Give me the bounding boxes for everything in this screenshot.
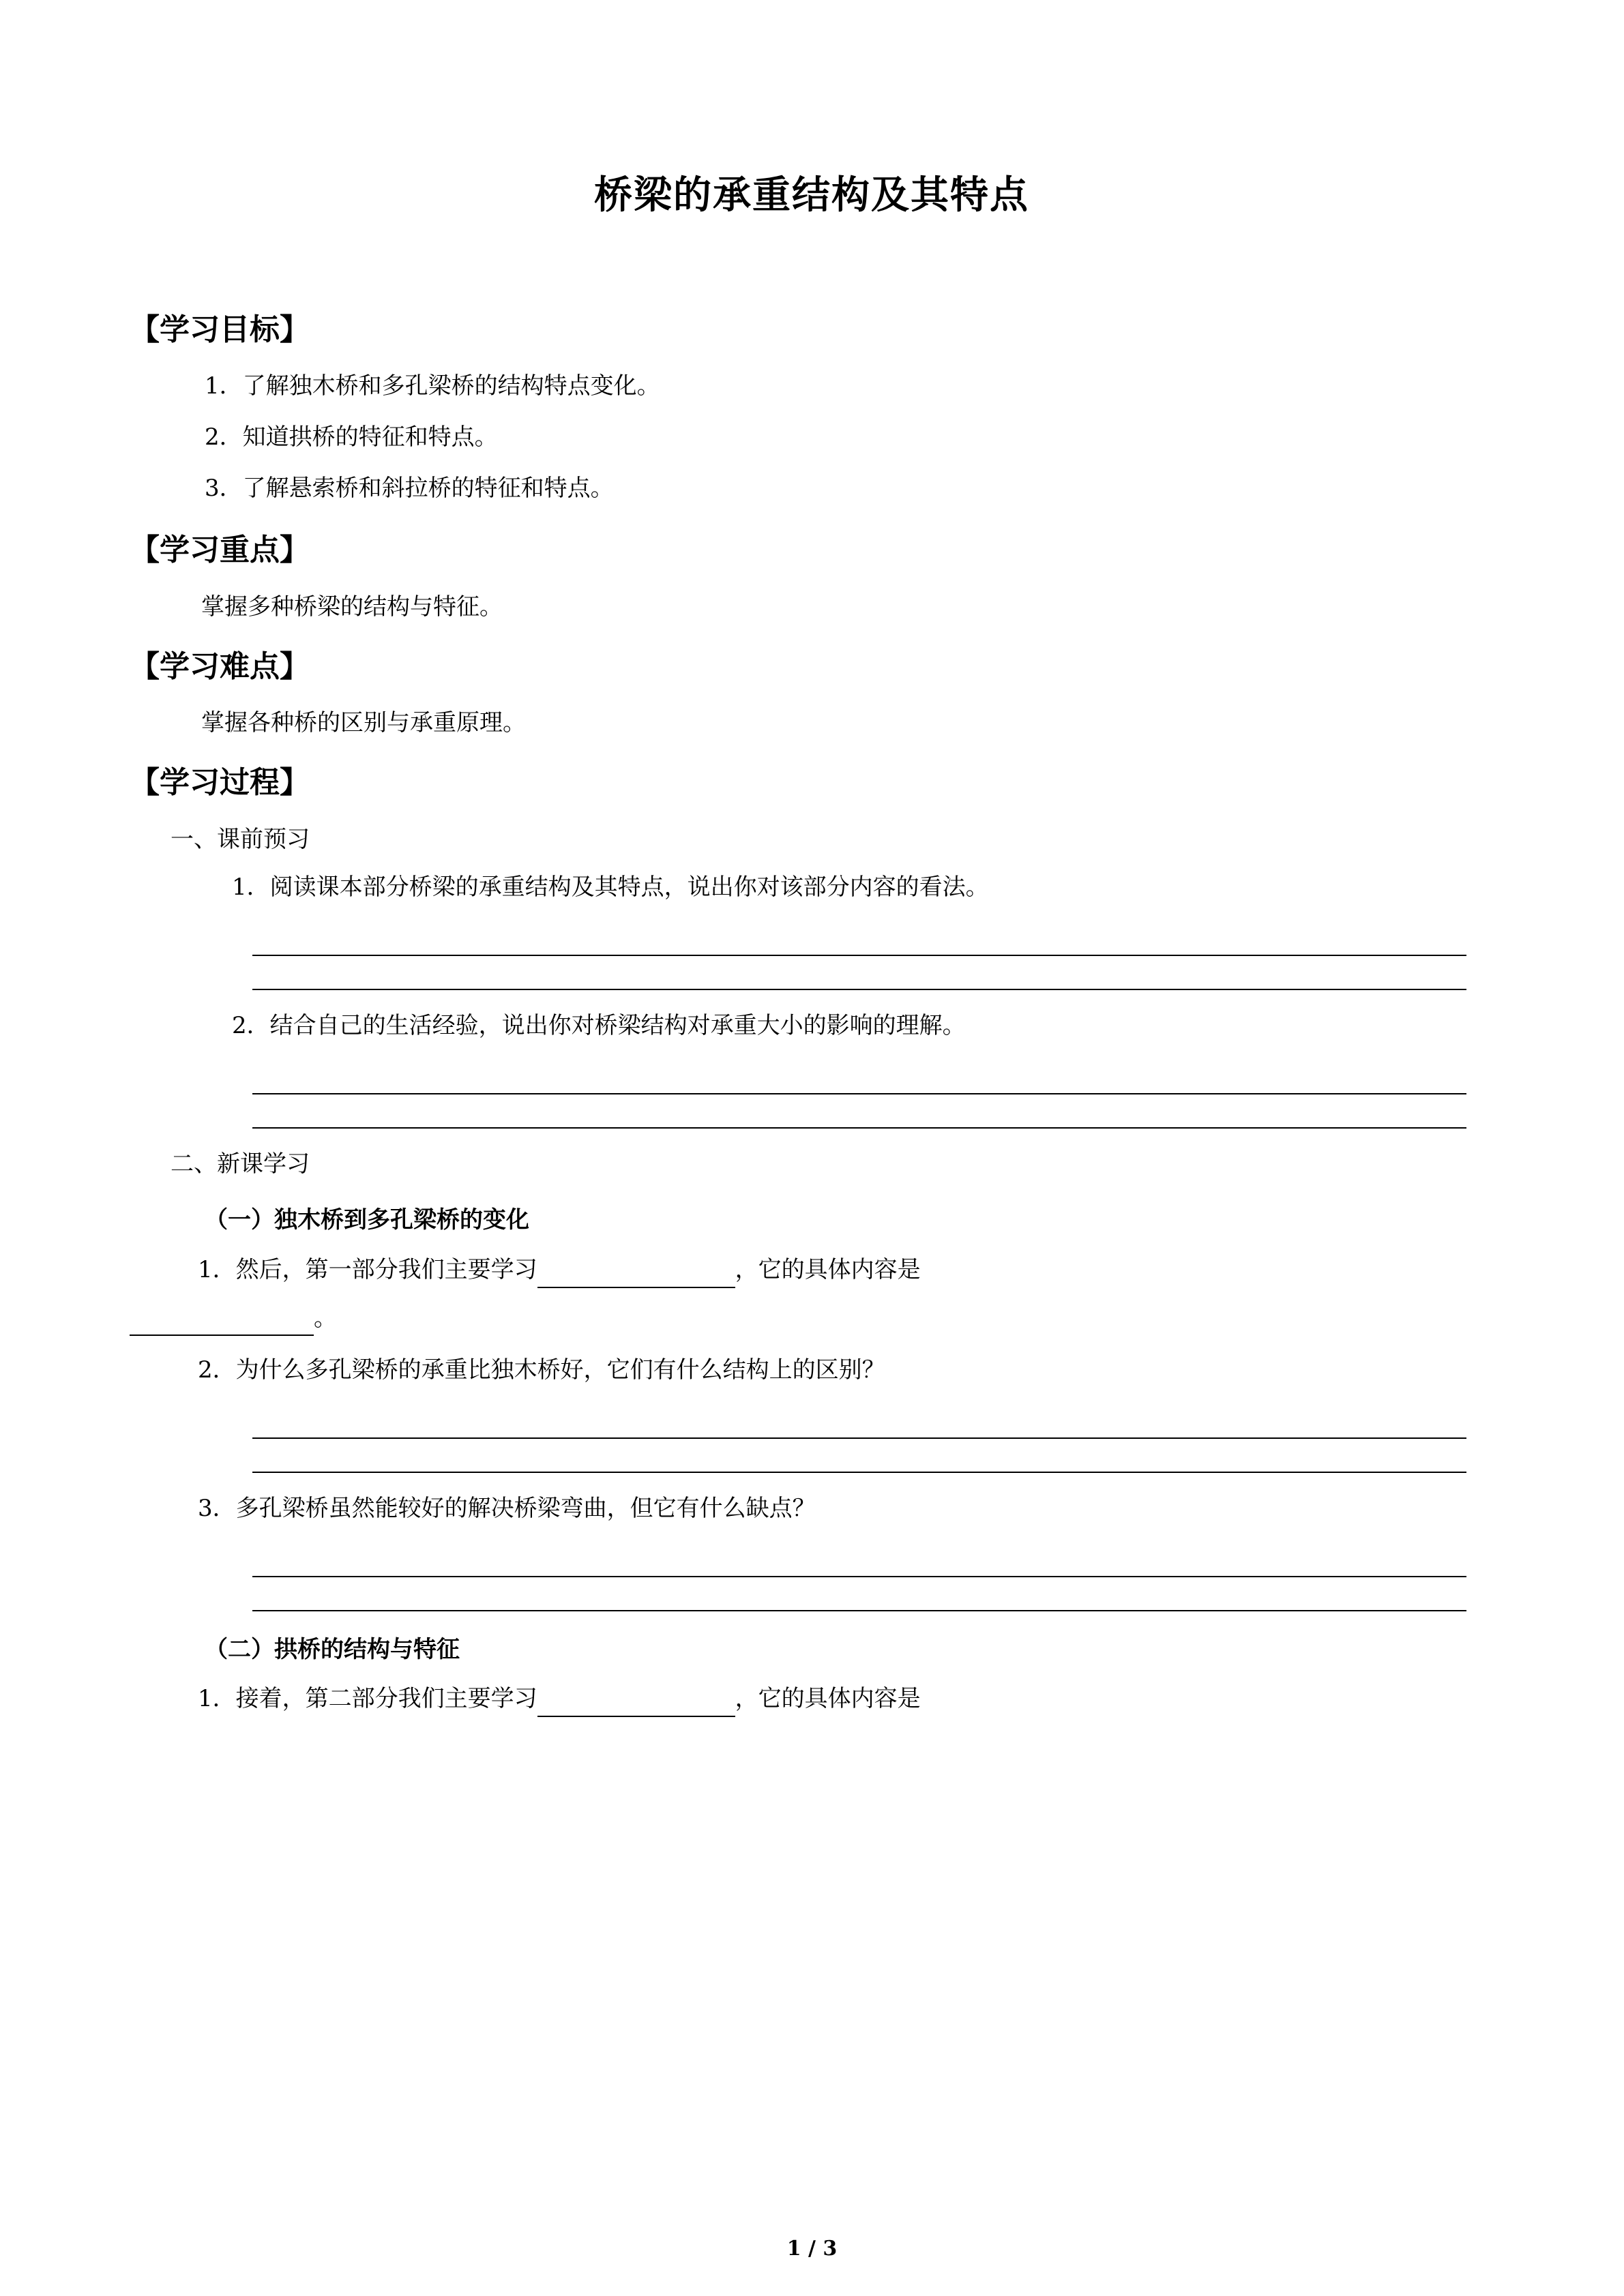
beam-bridge-question-1-continuation xyxy=(130,1300,1494,1337)
subsection-heading-preview: 一、课前预习 xyxy=(171,825,310,853)
beam-bridge-question-1-period: 。 xyxy=(314,1304,337,1332)
difficulty-text: 掌握各种桥的区别与承重原理。 xyxy=(201,709,526,737)
answer-blank-line[interactable] xyxy=(252,1056,1466,1094)
beam-bridge-question-1 xyxy=(130,1252,1494,1288)
beam-bridge-question-3: 3．多孔梁桥虽然能较好的解决桥梁弯曲，但它有什么缺点？ xyxy=(198,1495,816,1523)
subsection-heading-arch-bridge: （二）拱桥的结构与特征 xyxy=(205,1635,460,1663)
section-heading-objectives: 【学习目标】 xyxy=(130,312,310,347)
objective-item-1: 1．了解独木桥和多孔梁桥的结构特点变化。 xyxy=(205,372,660,400)
fill-in-blank[interactable] xyxy=(537,1691,735,1717)
beam-bridge-question-1-before: 1．然后，第一部分我们主要学习 xyxy=(198,1256,537,1284)
fill-in-blank[interactable] xyxy=(130,1310,314,1336)
section-heading-key-points: 【学习重点】 xyxy=(130,533,310,568)
answer-blank-line[interactable] xyxy=(252,1577,1466,1611)
preview-question-2: 2．结合自己的生活经验，说出你对桥梁结构对承重大小的影响的理解。 xyxy=(232,1011,966,1039)
answer-blank-line[interactable] xyxy=(252,1094,1466,1129)
answer-blank-line[interactable] xyxy=(252,1439,1466,1473)
objective-item-3: 3．了解悬索桥和斜拉桥的特征和特点。 xyxy=(205,474,614,502)
answer-blank-line[interactable] xyxy=(252,918,1466,956)
section-heading-process: 【学习过程】 xyxy=(130,765,310,801)
answer-area-preview-2[interactable] xyxy=(130,1056,1494,1129)
page-number: 1 / 3 xyxy=(786,2237,838,2261)
answer-area-preview-1[interactable] xyxy=(130,918,1494,990)
document-body xyxy=(130,170,1494,1729)
objective-item-2: 2．知道拱桥的特征和特点。 xyxy=(205,423,498,451)
fill-in-blank[interactable] xyxy=(537,1262,735,1288)
arch-bridge-question-1-before: 1．接着，第二部分我们主要学习 xyxy=(198,1685,537,1713)
section-heading-difficulty: 【学习难点】 xyxy=(130,648,310,684)
beam-bridge-question-1-after: ，它的具体内容是 xyxy=(735,1256,921,1284)
answer-blank-line[interactable] xyxy=(252,1401,1466,1439)
preview-question-1: 1．阅读课本部分桥梁的承重结构及其特点，说出你对该部分内容的看法。 xyxy=(232,874,989,901)
beam-bridge-question-2: 2．为什么多孔梁桥的承重比独木桥好，它们有什么结构上的区别？ xyxy=(198,1356,885,1384)
answer-area-beam-2[interactable] xyxy=(130,1401,1494,1473)
answer-blank-line[interactable] xyxy=(252,956,1466,990)
arch-bridge-question-1-after: ，它的具体内容是 xyxy=(735,1685,921,1713)
subsection-heading-new-lesson: 二、新课学习 xyxy=(171,1150,310,1178)
answer-area-beam-3[interactable] xyxy=(130,1539,1494,1611)
answer-blank-line[interactable] xyxy=(252,1539,1466,1577)
subsection-heading-beam-bridge: （一）独木桥到多孔梁桥的变化 xyxy=(205,1206,529,1234)
arch-bridge-question-1 xyxy=(130,1681,1494,1717)
key-points-text: 掌握多种桥梁的结构与特征。 xyxy=(201,593,503,621)
page-title: 桥梁的承重结构及其特点 xyxy=(594,173,1029,218)
